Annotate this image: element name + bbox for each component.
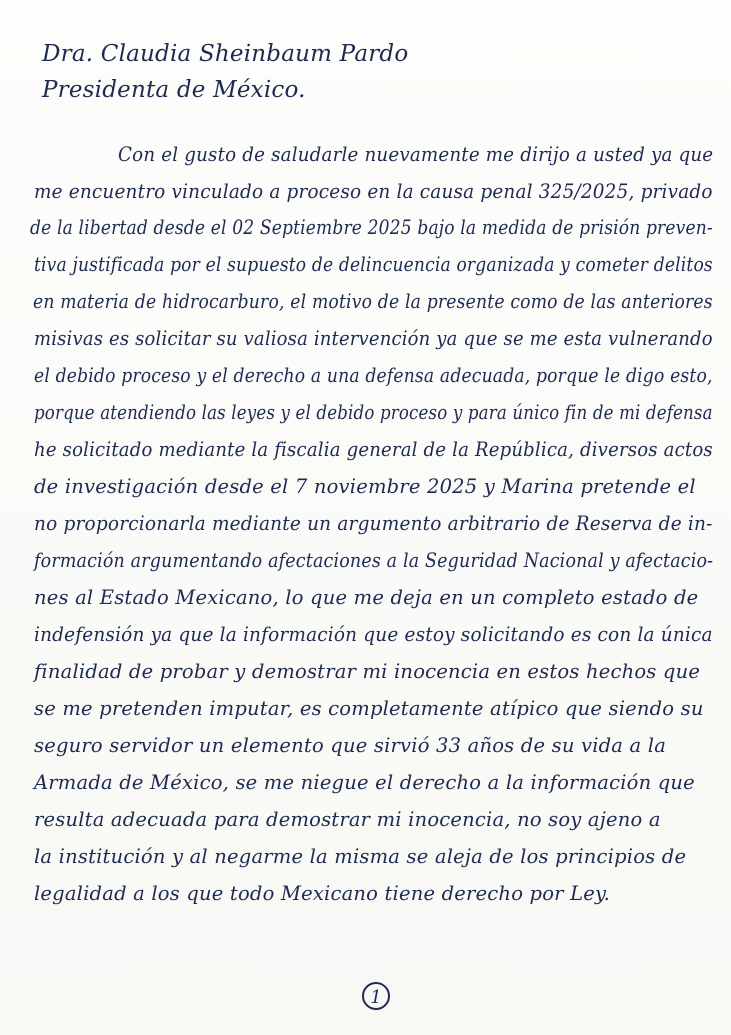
body-line-13: nes al Estado Mexicano, lo que me deja en un completo estado de [34, 586, 699, 609]
body-line-3: de la libertad desde el 02 Septiembre 2025 bajo la medida de prisión preven- [30, 216, 713, 239]
body-line-17: seguro servidor un elemento que sirvió 33 años de su vida a la [34, 734, 667, 757]
body-line-16: se me pretenden imputar, es completamente atípico que siendo su [34, 697, 704, 720]
recipient-title: Presidenta de México. [42, 77, 306, 103]
body-line-6: misivas es solicitar su valiosa intervención ya que se me esta vulnerando [34, 327, 713, 350]
body-line-19: resulta adecuada para demostrar mi inocencia, no soy ajeno a [34, 808, 661, 831]
body-line-18: Armada de México, se me niegue el derecho a la información que [34, 771, 695, 794]
body-line-1: Con el gusto de saludarle nuevamente me dirijo a usted ya que [118, 143, 714, 166]
body-line-8: porque atendiendo las leyes y el debido proceso y para único fin de mi defensa [34, 401, 713, 424]
page-number-badge: 1 [362, 982, 390, 1010]
recipient-name: Dra. Claudia Sheinbaum Pardo [42, 41, 409, 67]
body-line-10: de investigación desde el 7 noviembre 2025 y Marina pretende el [34, 475, 696, 498]
body-line-4: tiva justificada por el supuesto de delincuencia organizada y cometer delitos [34, 253, 713, 276]
body-line-14: indefensión ya que la información que estoy solicitando es con la única [34, 623, 713, 646]
body-line-7: el debido proceso y el derecho a una defensa adecuada, porque le digo esto, [34, 364, 713, 387]
body-line-5: en materia de hidrocarburo, el motivo de la presente como de las anteriores [33, 290, 713, 313]
body-line-9: he solicitado mediante la fiscalia general de la República, diversos actos [34, 438, 713, 461]
body-line-12: formación argumentando afectaciones a la Seguridad Nacional y afectacio- [34, 549, 714, 572]
body-line-21: legalidad a los que todo Mexicano tiene derecho por Ley. [34, 882, 610, 905]
body-line-11: no proporcionarla mediante un argumento arbitrario de Reserva de in- [34, 512, 713, 535]
body-line-20: la institución y al negarme la misma se aleja de los principios de [34, 845, 687, 868]
body-line-2: me encuentro vinculado a proceso en la causa penal 325/2025, privado [34, 180, 713, 203]
body-line-15: finalidad de probar y demostrar mi inocencia en estos hechos que [34, 660, 701, 683]
